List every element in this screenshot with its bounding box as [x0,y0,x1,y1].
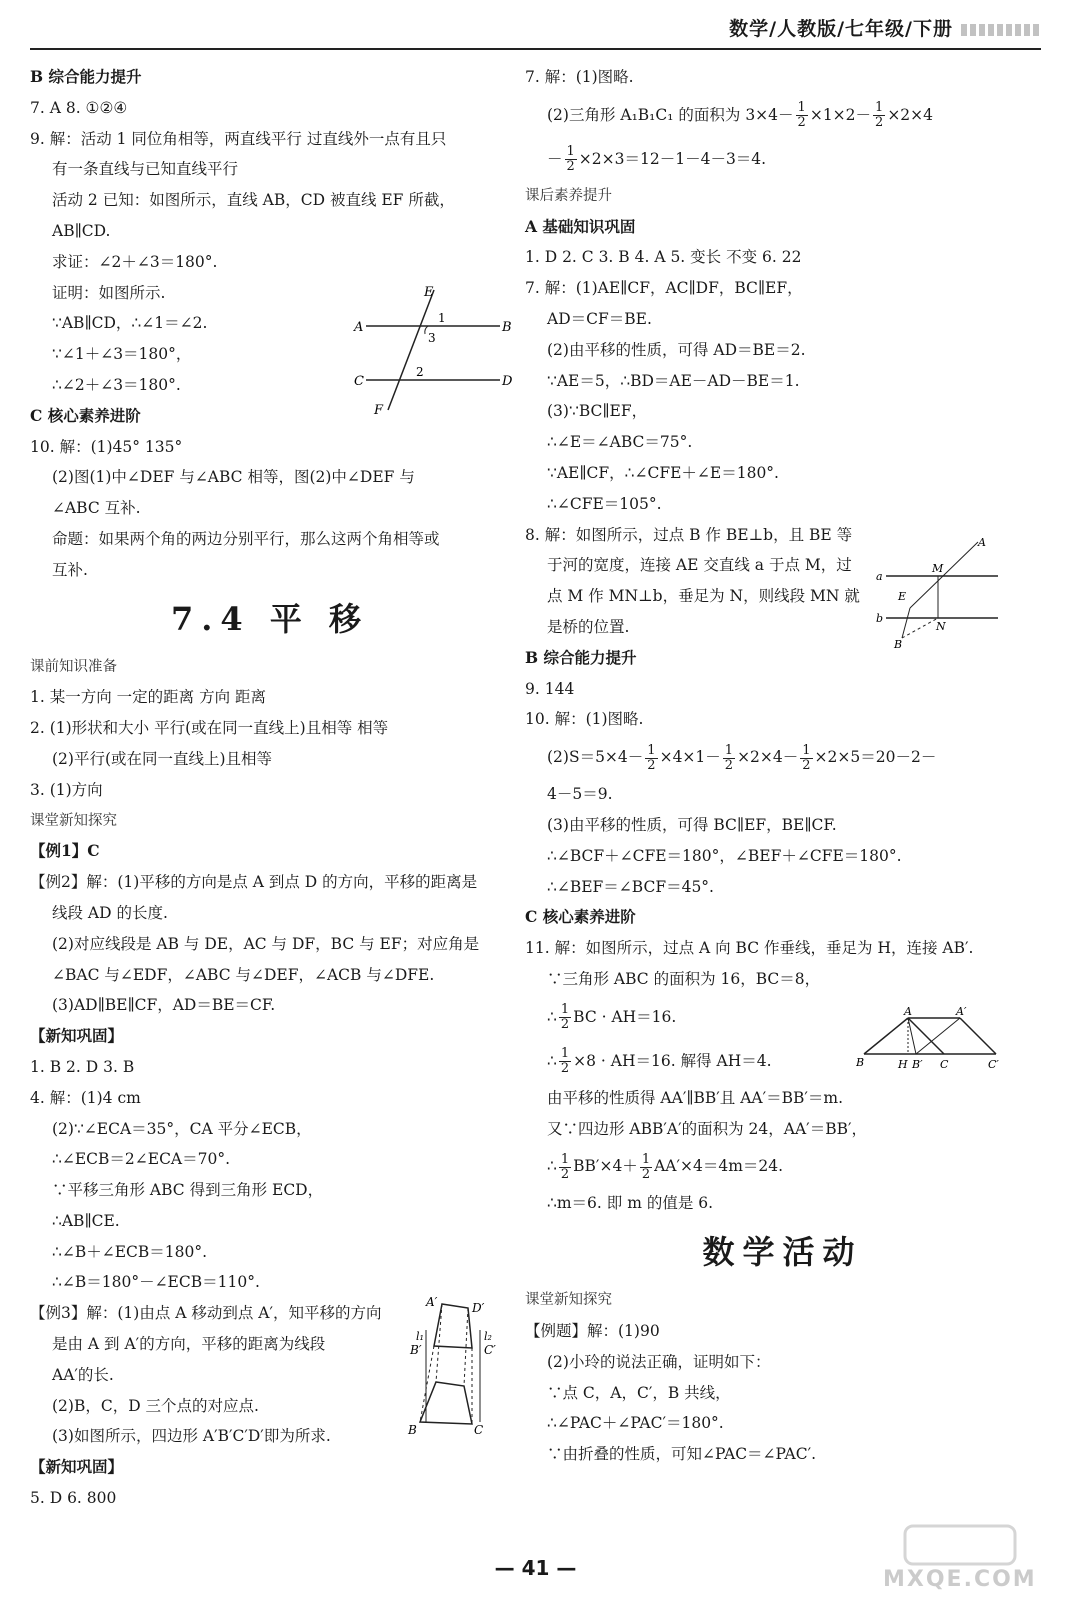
left-line: 2. (1)形状和大小 平行(或在同一直线上)且相等 相等 [30,719,389,738]
left-line: 证明：如图所示. [52,283,166,302]
right-end-line: ∵点 C，A，C′，B 共线， [547,1383,731,1402]
right-end-line: 【例题】解：(1)90 [525,1321,660,1340]
right-end-line: ∴∠PAC＋∠PAC′＝180°. [547,1414,724,1433]
label-C: C [354,374,364,389]
left-line: 1. 某一方向 一定的距离 方向 距离 [30,688,266,707]
right-column [525,62,1040,1470]
label-A: A [354,320,364,335]
fraction-half: $\frac{1}{2}$ [797,100,806,131]
left-line: ∴∠2＋∠3＝180°. [52,375,181,394]
label-angle3: 3 [428,331,436,345]
left-line: 命题：如果两个角的两边分别平行，那么这两个角相等或 [52,529,440,548]
fraction-half: $\frac{1}{2}$ [802,742,811,773]
right-low-line: 11. 解：如图所示，过点 A 向 BC 作垂线，垂足为 H，连接 AB′. [525,939,974,958]
left-line: 活动 2 已知：如图所示，直线 AB，CD 被直线 EF 所截， [52,191,455,210]
left-line: 7.4 平 移 [171,599,369,638]
left-line: (2)∵∠ECA＝35°，CA 平分∠ECB， [52,1119,312,1138]
label-C: C [940,1058,949,1071]
left-line: 4. 解：(1)4 cm [30,1088,141,1107]
right-low-line: (3)由平移的性质，可得 BC∥EF，BE∥CF. [547,815,837,834]
label-B-prime: B′ [912,1058,923,1071]
right-mid-line: (2)由平移的性质，可得 AD＝BE＝2. [547,340,806,359]
left-line: AB∥CD. [52,221,111,240]
left-line: (2)图(1)中∠DEF 与∠ABC 相等，图(2)中∠DEF 与 [52,468,415,487]
page-number: — 41 — [494,1556,577,1580]
left-line: 9. 解：活动 1 同位角相等，两直线平行 过直线外一点有且只 [30,129,447,148]
fraction-half: $\frac{1}{2}$ [566,144,575,175]
left-line: 【新知巩固】 [30,1457,124,1477]
fraction-half: $\frac{1}{2}$ [647,742,656,773]
right-end-line: ∴m＝6. 即 m 的值是 6. [547,1194,714,1213]
left-line: 线段 AD 的长度. [52,903,168,922]
right-mid-line: B 综合能力提升 [525,647,637,667]
label-C-prime: C′ [988,1058,999,1071]
right-mid-line: ∵AE∥CF，∴∠CFE＋∠E＝180°. [547,463,779,482]
left-line: 互补. [52,560,88,579]
header-title: 数学/人教版/七年级/下册 [729,18,953,40]
left-line: AA′的长. [52,1365,114,1384]
label-D-prime: D′ [472,1301,485,1315]
watermark-text: MXQE.COM [883,1567,1037,1592]
label-A-prime: A′ [956,1005,967,1018]
label-N: N [936,620,946,633]
area-formula-line2: － $\frac{1}{2}$ ×2×3＝12－1－4－3＝4. [547,144,767,175]
left-line: ∠ABC 互补. [52,499,141,518]
left-line: ∴∠B＋∠ECB＝180°. [52,1242,208,1261]
label-A: A [978,536,986,549]
left-line: 【新知巩固】 [30,1026,124,1046]
label-M: M [932,562,944,575]
label-A-prime: A′ [426,1295,438,1309]
left-line: (2)平行(或在同一直线上)且相等 [52,749,273,768]
label-B-prime: B′ [410,1343,422,1357]
right-mid-line: 7. 解：(1)AE∥CF，AC∥DF，BC∥EF， [525,279,803,298]
right-low-line: ∵三角形 ABC 的面积为 16，BC＝8， [547,969,821,988]
label-B: B [894,638,903,651]
figure-parallel-lines [352,284,512,420]
left-line: 10. 解：(1)45° 135° [30,437,183,456]
right-after-line: 由平移的性质得 AA′∥BB′且 AA′＝BB′＝m. [547,1088,844,1107]
left-line: ∴∠ECB＝2∠ECA＝70°. [52,1150,231,1169]
label-A: A [904,1005,912,1018]
label-F: F [374,403,384,418]
left-line: 【例1】C [30,841,100,861]
left-line: ∴AB∥CE. [52,1211,120,1230]
left-line: ∵∠1＋∠3＝180°， [52,345,192,364]
label-b: b [876,612,884,625]
fraction-half: $\frac{1}{2}$ [875,100,884,131]
right-end-line: 数学活动 [702,1233,863,1272]
left-line: 【例2】解：(1)平移的方向是点 A 到点 D 的方向，平移的距离是 [30,873,478,892]
label-D: D [502,374,512,389]
right-low-line: 4－5＝9. [547,785,613,804]
right-mid-line: ∴∠E＝∠ABC＝75°. [547,433,693,452]
left-line: 是由 A 到 A′的方向，平移的距离为线段 [52,1335,326,1354]
right-end-line: 课堂新知探究 [525,1292,612,1309]
left-line: C 核心素养进阶 [30,405,141,425]
left-line: ∵平移三角形 ABC 得到三角形 ECD， [52,1181,324,1200]
right-mid-line: 1. D 2. C 3. B 4. A 5. 变长 不变 6. 22 [525,248,802,267]
right-mid-line: ∵AE＝5，∴BD＝AE－AD－BE＝1. [547,371,800,390]
left-line: 5. D 6. 800 [30,1489,117,1508]
right-mid-line: (3)∵BC∥EF， [547,402,648,421]
right-low-line: C 核心素养进阶 [525,907,636,927]
eq11-line2: ∴ $\frac{1}{2}$ ×8 · AH＝16. 解得 AH＝4. [547,1046,772,1077]
left-line: 有一条直线与已知直线平行 [52,160,239,179]
left-line: 3. (1)方向 [30,780,103,799]
right-low-line: ∴∠BEF＝∠BCF＝45°. [547,877,714,896]
right-after-line: 又∵四边形 ABB′A′的面积为 24，AA′＝BB′， [547,1119,867,1138]
right-mid-line: 10. 解：(1)图略. [525,710,644,729]
right-end-line: ∵由折叠的性质，可知∠PAC＝∠PAC′. [547,1445,817,1464]
right-mid-line: 于河的宽度，连接 AE 交直线 a 于点 M，过 [547,556,852,575]
label-a: a [876,570,883,583]
figure-triangle-translation [856,1004,1004,1072]
left-line: ∵AB∥CD，∴∠1＝∠2. [52,314,208,333]
right-mid-line: 是桥的位置. [547,617,630,636]
fraction-half: $\frac{1}{2}$ [641,1151,651,1182]
eq11-line1: ∴ $\frac{1}{2}$ BC · AH＝16. [547,1002,677,1033]
right-mid-line: 8. 解：如图所示，过点 B 作 BE⊥b，且 BE 等 [525,525,853,544]
label-B: B [502,320,512,335]
s-formula-line: (2)S＝5×4－ $\frac{1}{2}$ ×4×1－ $\frac{1}{2}$ ×2×4－ $\frac{1}{2}$ ×2×5＝20－2－ [547,742,937,773]
right-mid-line: A 基础知识巩固 [525,216,636,236]
label-l1: l₁ [416,1330,424,1343]
right-low-line: ∴∠BCF＋∠CFE＝180°，∠BEF＋∠CFE＝180°. [547,846,902,865]
label-H: H [898,1058,908,1071]
left-line: 1. B 2. D 3. B [30,1057,135,1076]
area-formula-line1: (2)三角形 A₁B₁C₁ 的面积为 3×4－ $\frac{1}{2}$ ×1×2－ $\frac{1}{2}$ ×2×4 [547,100,934,131]
fraction-half: $\frac{1}{2}$ [560,1046,570,1077]
left-line: 求证：∠2＋∠3＝180°. [52,252,218,271]
left-line: (2)对应线段是 AB 与 DE，AC 与 DF，BC 与 EF；对应角是 [52,934,480,953]
header-decoration [961,24,1041,36]
page-header [0,0,1071,50]
fraction-half: $\frac{1}{2}$ [560,1002,570,1033]
right-mid-line: AD＝CF＝BE. [547,309,652,328]
label-angle1: 1 [438,311,446,325]
figure-translation-quad [404,1290,512,1440]
label-C-prime: C′ [484,1343,496,1357]
label-C: C [474,1423,484,1437]
left-line: 【例3】解：(1)由点 A 移动到点 A′，知平移的方向 [30,1304,382,1323]
left-line: B 综合能力提升 [30,67,142,86]
label-B: B [856,1056,865,1069]
label-B: B [408,1423,417,1437]
left-line: 7. A 8. ①②④ [30,98,128,117]
label-E: E [424,285,434,300]
left-line: (3)AD∥BE∥CF，AD＝BE＝CF. [52,996,276,1015]
label-angle2: 2 [416,365,424,379]
fraction-half: $\frac{1}{2}$ [724,742,734,773]
fraction-half: $\frac{1}{2}$ [560,1151,570,1182]
label-l2: l₂ [484,1330,492,1343]
right-top-line: 7. 解：(1)图略. [525,68,634,86]
right-mid-line: 课后素养提升 [525,187,612,204]
right-mid-line: 9. 144 [525,679,575,698]
right-mid-line: ∴∠CFE＝105°. [547,494,662,513]
watermark [875,1524,1045,1592]
right-end-line: (2)小玲的说法正确，证明如下： [547,1352,771,1371]
eq11-line3: ∴ $\frac{1}{2}$ BB′×4＋ $\frac{1}{2}$ AA′×4＝4m＝24. [547,1151,784,1182]
left-line: 课前知识准备 [30,658,117,675]
left-line: (2)B，C，D 三个点的对应点. [52,1396,259,1415]
label-E: E [898,590,907,603]
left-line: 课堂新知探究 [30,812,117,829]
header-rule [30,48,1041,50]
left-line: ∴∠B＝180°－∠ECB＝110°. [52,1273,260,1292]
right-mid-line: 点 M 作 MN⊥b，垂足为 N，则线段 MN 就 [547,587,860,606]
left-line: ∠BAC 与∠EDF，∠ABC 与∠DEF，∠ACB 与∠DFE. [52,965,435,984]
left-line: (3)如图所示，四边形 A′B′C′D′即为所求. [52,1427,331,1446]
figure-river-bridge [874,534,1002,654]
